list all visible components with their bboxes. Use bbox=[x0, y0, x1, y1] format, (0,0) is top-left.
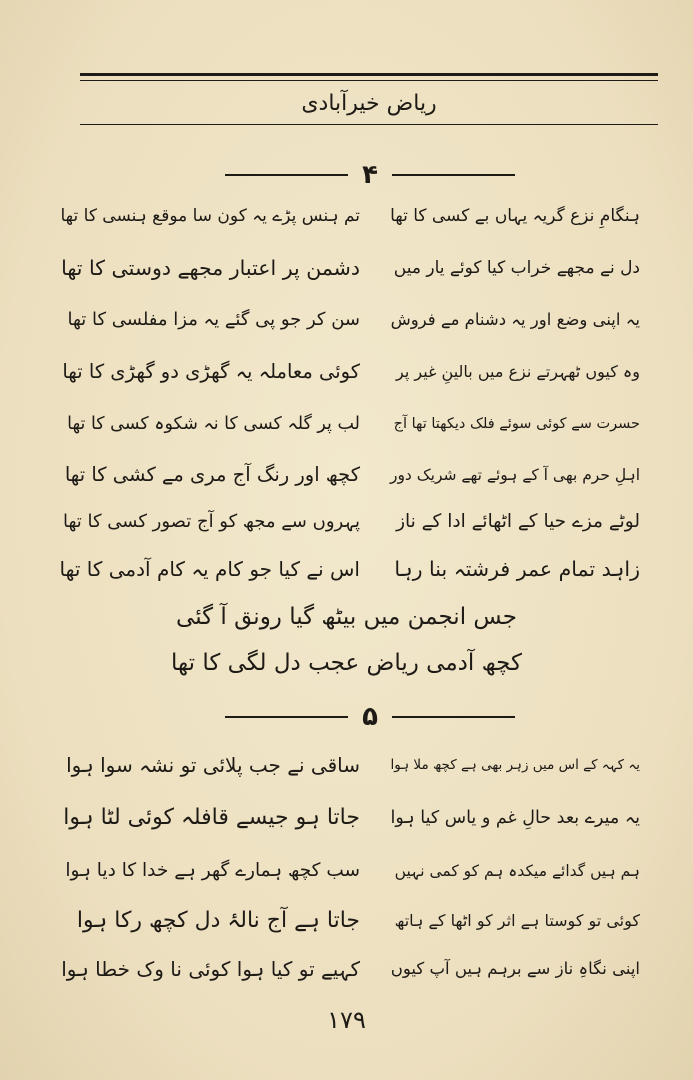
misra-first: لوٹے مزے حیا کے اٹھائے ادا کے ناز bbox=[396, 511, 640, 532]
section-dash bbox=[225, 716, 348, 718]
couplet bbox=[60, 243, 640, 293]
header-rule-top bbox=[80, 73, 658, 76]
running-head: ریاض خیرآبادی bbox=[301, 91, 437, 116]
couplet bbox=[60, 544, 640, 594]
couplet bbox=[60, 793, 640, 843]
misra-second: سن کر جو پی گئے یہ مزا مفلسی کا تھا bbox=[67, 309, 360, 330]
section-dash bbox=[225, 174, 348, 176]
section-dash bbox=[392, 716, 515, 718]
ghazal-4-number bbox=[225, 160, 515, 190]
page-number: ۱۷۹ bbox=[327, 1006, 366, 1034]
misra-first: وہ کیوں ٹھہرتے نزع میں بالینِ غیر پر bbox=[396, 362, 640, 381]
final-couplet-first: جس انجمن میں بیٹھ گیا رونق آ گئی bbox=[176, 604, 517, 630]
misra-second: پہروں سے مجھ کو آج تصور کسی کا تھا bbox=[62, 511, 360, 532]
misra-first: کوئی تو کوستا ہے اثر کو اٹھا کے ہاتھ bbox=[394, 911, 640, 930]
couplet bbox=[60, 846, 640, 896]
misra-second: کہیے تو کیا ہوا کوئی نا وک خطا ہوا bbox=[61, 957, 360, 981]
ghazal-5-number bbox=[225, 702, 515, 732]
final-couplet-second: کچھ آدمی ریاض عجب دل لگی کا تھا bbox=[171, 650, 522, 676]
couplet bbox=[60, 295, 640, 345]
misra-second: جاتا ہے آج نالۂ دل کچھ رکا ہوا bbox=[76, 908, 360, 933]
misra-first: ہنگامِ نزع گریہ یہاں بے کسی کا تھا bbox=[390, 206, 640, 226]
couplet bbox=[60, 896, 640, 946]
misra-second: کچھ اور رنگ آج مری مے کشی کا تھا bbox=[64, 463, 360, 486]
misra-second: تم ہنس پڑے یہ کون سا موقع ہنسی کا تھا bbox=[60, 206, 360, 226]
misra-second: اس نے کیا جو کام یہ کام آدمی کا تھا bbox=[59, 557, 360, 581]
misra-second: ساقی نے جب پلائی تو نشہ سوا ہوا bbox=[66, 753, 360, 777]
couplet bbox=[60, 740, 640, 790]
header-rule-bottom bbox=[80, 124, 658, 125]
couplet bbox=[60, 399, 640, 449]
section-dash bbox=[392, 174, 515, 176]
couplet bbox=[60, 191, 640, 241]
misra-first: حسرت سے کوئی سوئے فلک دیکھتا تھا آج bbox=[393, 416, 640, 432]
ghazal-number: ۵ bbox=[362, 702, 378, 732]
couplet bbox=[60, 497, 640, 547]
misra-first: زاہد تمام عمر فرشتہ بنا رہا bbox=[394, 557, 640, 581]
misra-second: کوئی معاملہ یہ گھڑی دو گھڑی کا تھا bbox=[62, 360, 360, 383]
misra-first: اہلِ حرم بھی آ کے ہوئے تھے شریک دور bbox=[389, 466, 640, 484]
misra-first: دل نے مجھے خراب کیا کوئے یار میں bbox=[393, 258, 640, 278]
misra-second: جاتا ہو جیسے قافلہ کوئی لٹا ہوا bbox=[63, 805, 360, 830]
couplet bbox=[60, 944, 640, 994]
misra-first: ہم ہیں گدائے میکدہ ہم کو کمی نہیں bbox=[394, 862, 640, 880]
misra-first: یہ کہہ کے اس میں زہر بھی ہے کچھ ملا ہوا bbox=[390, 757, 640, 773]
couplet bbox=[60, 450, 640, 500]
misra-first: اپنی نگاہِ ناز سے برہم ہیں آپ کیوں bbox=[390, 959, 640, 978]
misra-first: یہ میرے بعد حالِ غم و یاس کیا ہوا bbox=[390, 808, 640, 828]
ghazal-number: ۴ bbox=[362, 160, 378, 190]
header-rule-thin bbox=[80, 80, 658, 81]
misra-second: لب پر گلہ کسی کا نہ شکوہ کسی کا تھا bbox=[67, 414, 360, 434]
couplet bbox=[60, 347, 640, 397]
misra-second: دشمن پر اعتبار مجھے دوستی کا تھا bbox=[61, 256, 360, 280]
misra-second: سب کچھ ہمارے گھر ہے خدا کا دیا ہوا bbox=[65, 860, 360, 881]
misra-first: یہ اپنی وضع اور یہ دشنام مے فروش bbox=[390, 310, 640, 329]
